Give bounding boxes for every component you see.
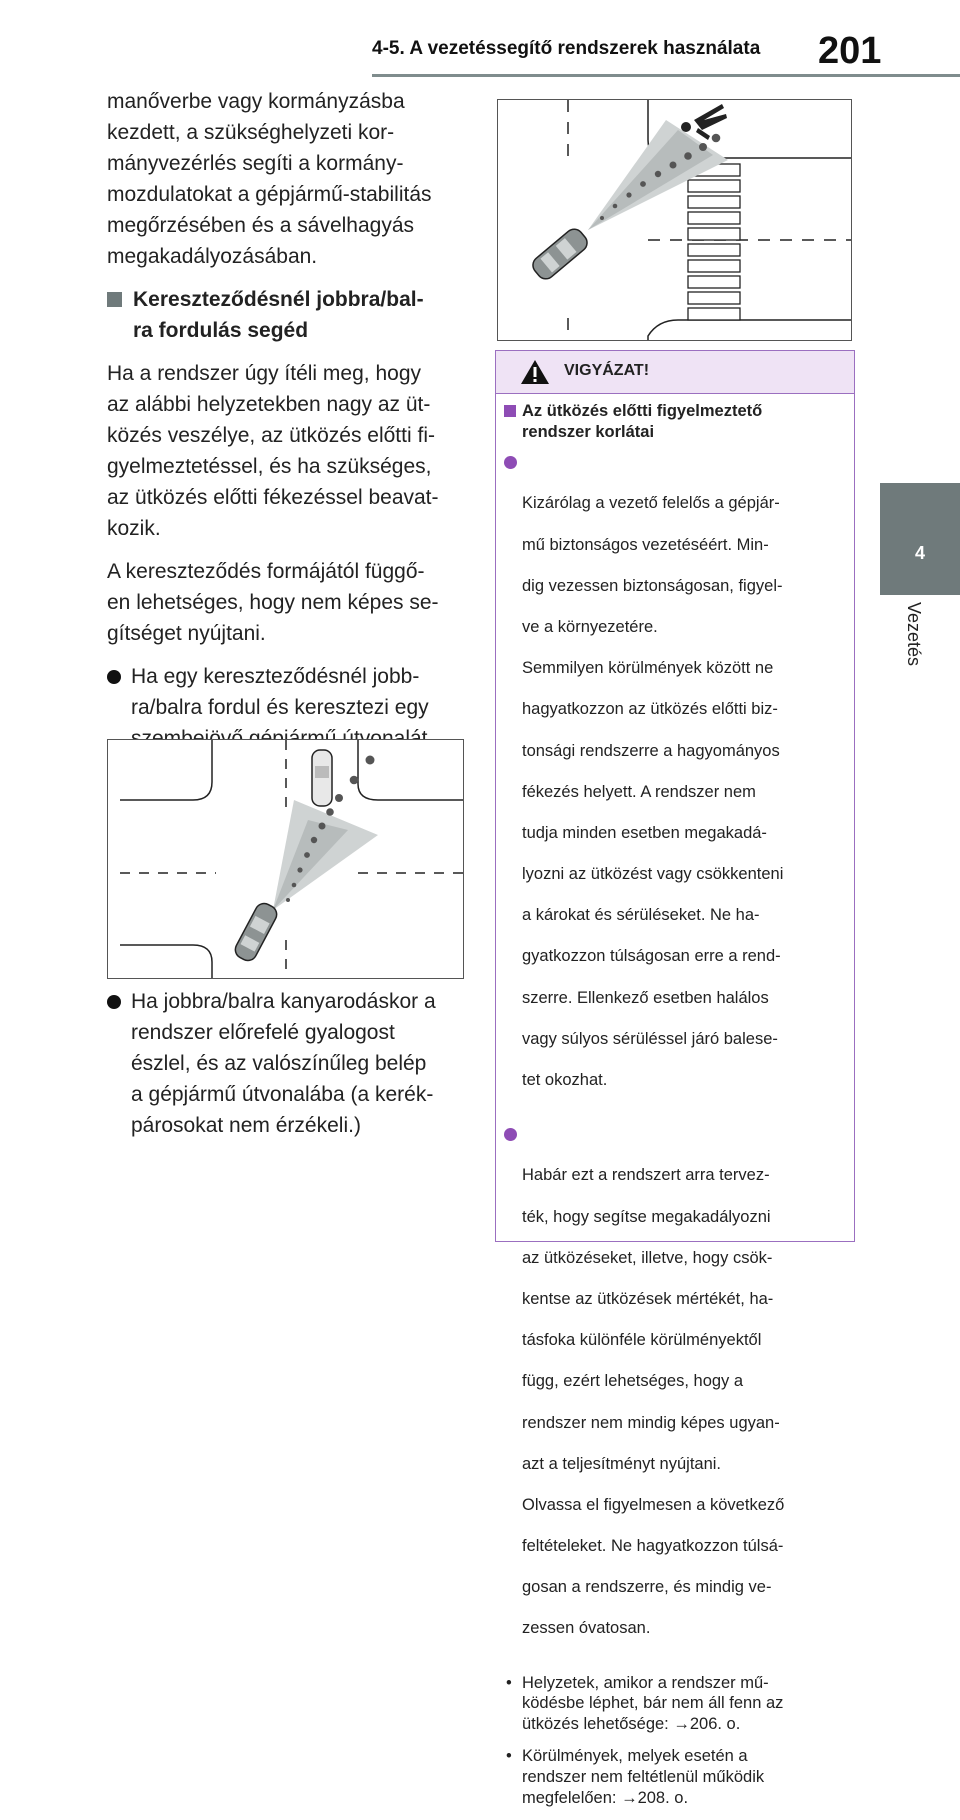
text-line: manőverbe vagy kormányzásba (107, 90, 405, 113)
bullet-dot-icon (107, 995, 121, 1009)
text-line: Ha a rendszer úgy ítéli meg, hogy (107, 362, 421, 385)
text-line: észlel, és az valószínűleg belép (131, 1052, 427, 1075)
page-header (0, 0, 960, 90)
text-line: A kereszteződés formájától függő- (107, 560, 425, 583)
text-line: rendszer korlátai (522, 422, 655, 441)
text-line: kozik. (107, 517, 161, 540)
bullet-dot-icon (504, 1128, 517, 1141)
text-line: kezdett, a szükséghelyzeti kor- (107, 121, 395, 144)
left-column-bottom (107, 986, 467, 1153)
text-line: mozdulatokat a gépjármű-stabilitás (107, 183, 432, 206)
text-line: gítséget nyújtani. (107, 622, 266, 645)
text-line: lyozni az ütközést vagy csökkenteni (522, 865, 784, 884)
text-line: rendszer nem mindig képes ugyan- (522, 1413, 780, 1432)
text-line: tet okozhat. (522, 1071, 608, 1089)
text-line: Kereszteződésnél jobbra/bal- (133, 288, 424, 311)
text-line: párosokat nem érzékeli.) (131, 1114, 361, 1137)
text-line: tudja minden esetben megakadá- (522, 823, 767, 842)
text-line: ra/balra fordul és keresztezi egy (131, 696, 429, 719)
text-line: en lehetséges, hogy nem képes se- (107, 591, 439, 614)
text-line: Helyzetek, amikor a rendszer mű- (522, 1673, 769, 1692)
caution-subheading (504, 401, 842, 442)
square-bullet-icon (107, 292, 122, 307)
caution-box (495, 350, 855, 1807)
chapter-label: Vezetés (904, 602, 924, 667)
caution-reference-2[interactable] (504, 1746, 842, 1808)
paragraph-1 (107, 358, 467, 544)
text-line: közés veszélye, az ütközés előtti fi- (107, 424, 435, 447)
text-line: dig vezessen biztonságosan, figyel- (522, 576, 783, 595)
text-line: mű biztonságos vezetéséért. Min- (522, 535, 769, 554)
caution-reference-1[interactable] (504, 1673, 842, 1735)
text-line: az ütközéseket, illetve, hogy csök- (522, 1248, 773, 1267)
header-rule (372, 74, 960, 77)
text-line: a gépjármű útvonalába (a kerék- (131, 1083, 434, 1106)
text-line: gosan a rendszerre, és mindig ve- (522, 1578, 772, 1597)
left-column (107, 86, 467, 766)
dash-bullet: • (506, 1747, 512, 1766)
intersection-turn-figure (107, 739, 464, 979)
text-line: Körülmények, melyek esetén a (522, 1747, 748, 1766)
intro-paragraph (107, 86, 467, 272)
pedestrian-crossing-figure (497, 99, 852, 341)
text-line: Kizárólag a vezető felelős a gépjár- (522, 494, 780, 513)
text-line: ték, hogy segítse megakadályozni (522, 1207, 771, 1226)
text-line: szerre. Ellenkező esetben halálos (522, 988, 769, 1007)
text-line: Olvassa el figyelmesen a következő (522, 1495, 785, 1514)
text-line: megőrzésében és a sávelhagyás (107, 214, 415, 237)
text-line: mányvezérlés segíti a kormány- (107, 152, 404, 175)
text-line: vagy súlyos sérüléssel járó balese- (522, 1029, 778, 1048)
text-line: hagyatkozzon az ütközés előtti biz- (522, 700, 778, 719)
text-line: az alábbi helyzetekben nagy az üt- (107, 393, 431, 416)
text-line: zessen óvatosan. (522, 1619, 651, 1638)
text-line: Az ütközés előtti figyelmeztető (522, 402, 763, 420)
text-line: gyatkozzon túlságosan erre a rend- (522, 947, 781, 966)
page-number: 201 (818, 30, 882, 72)
text-line: megfelelően: →208. o. (522, 1788, 689, 1807)
bullet-dot-icon (107, 670, 121, 684)
pedestrian-crossing-illustration (498, 100, 851, 340)
caution-item-2 (504, 1124, 842, 1659)
chapter-number: 4 (914, 543, 925, 563)
text-line: függ, ezért lehetséges, hogy a (522, 1372, 744, 1391)
text-line: fékezés helyett. A rendszer nem (522, 782, 756, 801)
square-bullet-icon (504, 405, 516, 417)
text-line: ve a környezetére. (522, 617, 658, 636)
text-line: Habár ezt a rendszert arra tervez- (522, 1166, 770, 1185)
text-line: rendszer előrefelé gyalogost (131, 1021, 395, 1044)
chapter-tab[interactable] (880, 483, 960, 595)
text-line: kentse az ütközések mértékét, ha- (522, 1289, 774, 1308)
warning-triangle-icon (520, 359, 550, 385)
text-line: Semmilyen körülmények között ne (522, 659, 774, 678)
text-line: az ütközés előtti fékezéssel beavat- (107, 486, 439, 509)
section-title: 4-5. A vezetéssegítő rendszerek használata (372, 38, 761, 59)
caution-item-1 (504, 452, 842, 1111)
caution-header (496, 351, 854, 394)
text-line: tásfoka különféle körülményektől (522, 1331, 762, 1350)
subsection-heading (107, 284, 467, 346)
text-line: rendszer nem feltétlenül működik (522, 1768, 765, 1786)
text-line: ütközés lehetősége: →206. o. (522, 1714, 741, 1733)
paragraph-2 (107, 556, 467, 649)
text-line: ra fordulás segéd (133, 319, 309, 342)
text-line: megakadályozásában. (107, 245, 318, 268)
intersection-turn-illustration (108, 740, 463, 978)
dash-bullet: • (506, 1673, 512, 1692)
text-line: feltételeket. Ne hagyatkozzon túlsá- (522, 1537, 784, 1556)
text-line: ködésbe léphet, bár nem áll fenn az (522, 1694, 784, 1713)
caution-body (504, 401, 842, 1820)
text-line: tonsági rendszerre a hagyományos (522, 741, 780, 760)
text-line: Ha egy kereszteződésnél jobb- (131, 665, 420, 688)
chapter-label-wrap (900, 602, 924, 692)
text-line: azt a teljesítményt nyújtani. (522, 1454, 722, 1473)
text-line: Ha jobbra/balra kanyarodáskor a (131, 990, 436, 1013)
text-line: gyelmeztetéssel, és ha szükséges, (107, 455, 432, 478)
caution-title: VIGYÁZAT! (564, 362, 650, 379)
text-line: a károkat és sérüléseket. Ne ha- (522, 906, 760, 925)
bullet-dot-icon (504, 456, 517, 469)
bullet-item-2 (107, 986, 467, 1141)
